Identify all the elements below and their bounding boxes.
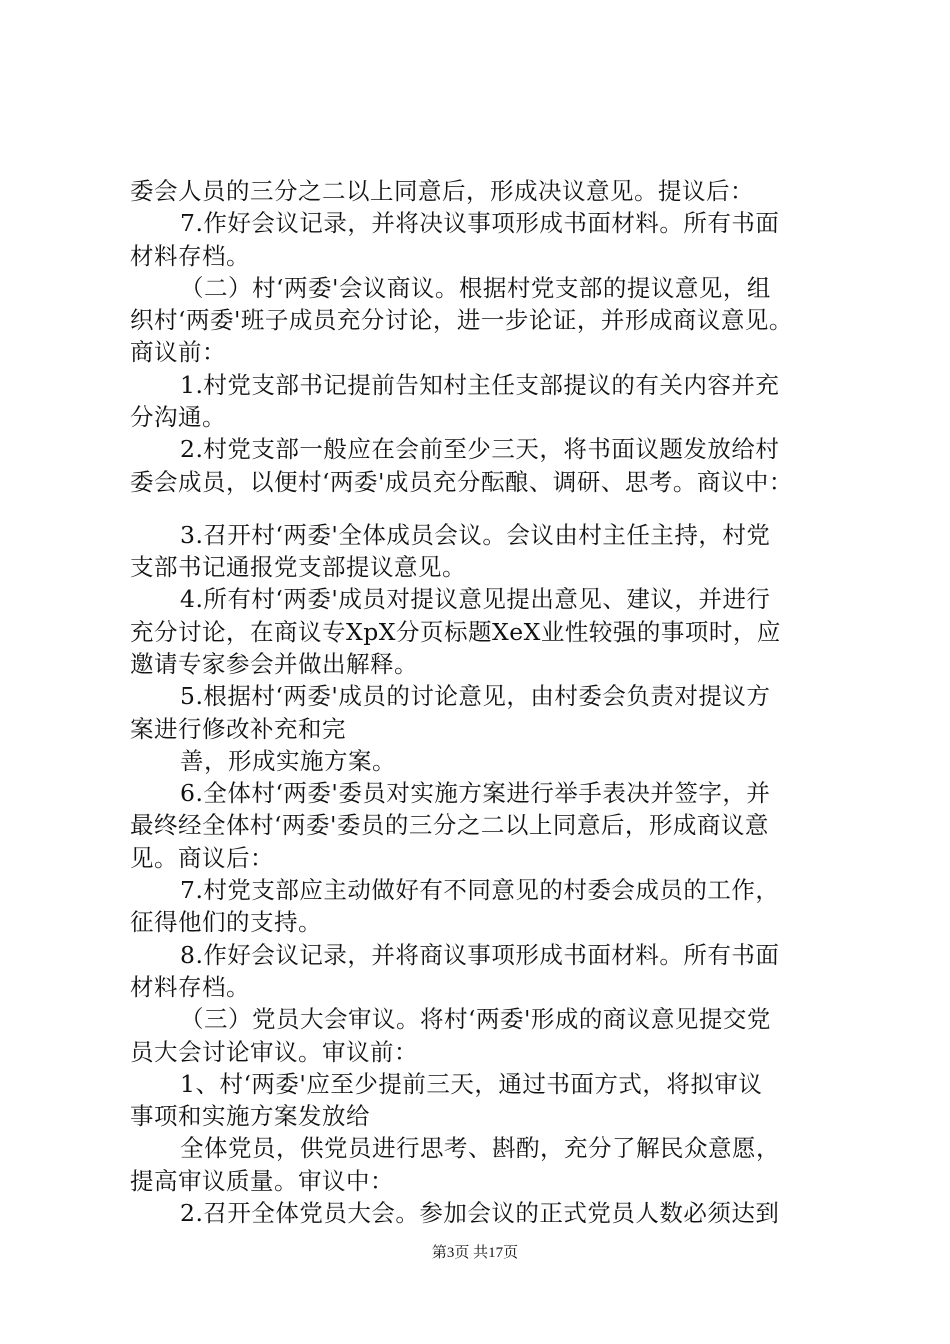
text-line: 5.根据村‘两委'成员的讨论意见，由村委会负责对提议方 — [180, 682, 771, 710]
text-line: 商议前： — [130, 338, 226, 366]
text-line: 邀请专家参会并做出解释。 — [130, 650, 418, 678]
text-line: 提高审议质量。审议中： — [130, 1167, 394, 1195]
text-line: 事项和实施方案发放给 — [130, 1102, 370, 1130]
text-line: 织村‘两委'班子成员充分讨论，进一步论证，并形成商议意见。 — [130, 306, 793, 334]
text-line: 最终经全体村‘两委'委员的三分之二以上同意后，形成商议意 — [130, 811, 769, 839]
text-line: 全体党员，供党员进行思考、斟酌，充分了解民众意愿， — [180, 1134, 780, 1162]
text-line: 8.作好会议记录，并将商议事项形成书面材料。所有书面 — [180, 941, 780, 969]
text-line: 委会成员，以便村‘两委'成员充分酝酿、调研、思考。商议中： — [130, 468, 793, 496]
text-line: 员大会讨论审议。审议前： — [130, 1038, 418, 1066]
page-number: 第3页 共17页 — [431, 1245, 519, 1261]
text-line: （三）党员大会审议。将村‘两委'形成的商议意见提交党 — [180, 1005, 771, 1033]
text-line: 征得他们的支持。 — [130, 908, 322, 936]
text-line: 材料存档。 — [130, 242, 250, 270]
text-line: 支部书记通报党支部提议意见。 — [130, 553, 466, 581]
text-line: 2.村党支部一般应在会前至少三天，将书面议题发放给村 — [180, 435, 780, 463]
text-line: 见。商议后： — [130, 844, 274, 872]
text-line: 充分讨论，在商议专XpX分页标题XeX业性较强的事项时，应 — [130, 618, 781, 646]
text-line: 2.召开全体党员大会。参加会议的正式党员人数必须达到 — [180, 1199, 780, 1227]
text-line: 4.所有村‘两委'成员对提议意见提出意见、建议，并进行 — [180, 585, 771, 613]
text-line: 委会人员的三分之二以上同意后，形成决议意见。提议后： — [130, 177, 754, 205]
text-line: 材料存档。 — [130, 973, 250, 1001]
text-line: 分沟通。 — [130, 403, 226, 431]
text-line: 1.村党支部书记提前告知村主任支部提议的有关内容并充 — [180, 371, 780, 399]
text-line: （二）村‘两委'会议商议。根据村党支部的提议意见，组 — [180, 274, 771, 302]
text-line: 7.村党支部应主动做好有不同意见的村委会成员的工作， — [180, 876, 780, 904]
text-line: 6.全体村‘两委'委员对实施方案进行举手表决并签字，并 — [180, 779, 771, 807]
text-line: 3.召开村‘两委'全体成员会议。会议由村主任主持，村党 — [180, 521, 771, 549]
text-line: 1、村‘两委'应至少提前三天，通过书面方式，将拟审议 — [180, 1070, 763, 1098]
text-line: 善，形成实施方案。 — [180, 747, 396, 775]
text-line: 案进行修改补充和完 — [130, 715, 346, 743]
text-line: 7.作好会议记录，并将决议事项形成书面材料。所有书面 — [180, 209, 780, 237]
